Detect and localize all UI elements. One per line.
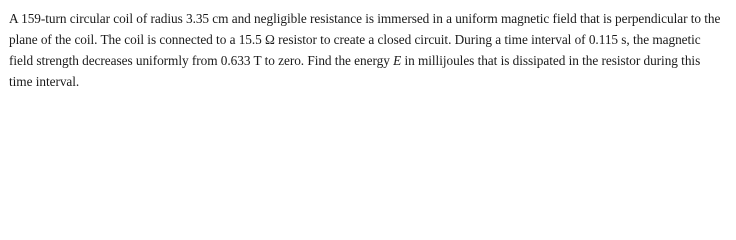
problem-statement	[9, 8, 726, 92]
problem-text-part-2: in millijoules that is dissipated in the resistor during this time interval.	[9, 53, 701, 89]
energy-variable: E	[393, 53, 402, 68]
page	[0, 0, 736, 112]
problem-text-part-1: A 159-turn circular coil of radius 3.35 cm and negligible resistance is immersed in a uniform magnetic field that is perpendicular to the plane of the coil. The coil is connected to a 15.5 Ω resistor to create a closed circuit. During a time interval of 0.115 s, the magnetic field strength decreases uniformly from 0.633 T to zero. Find the energy	[9, 11, 721, 68]
